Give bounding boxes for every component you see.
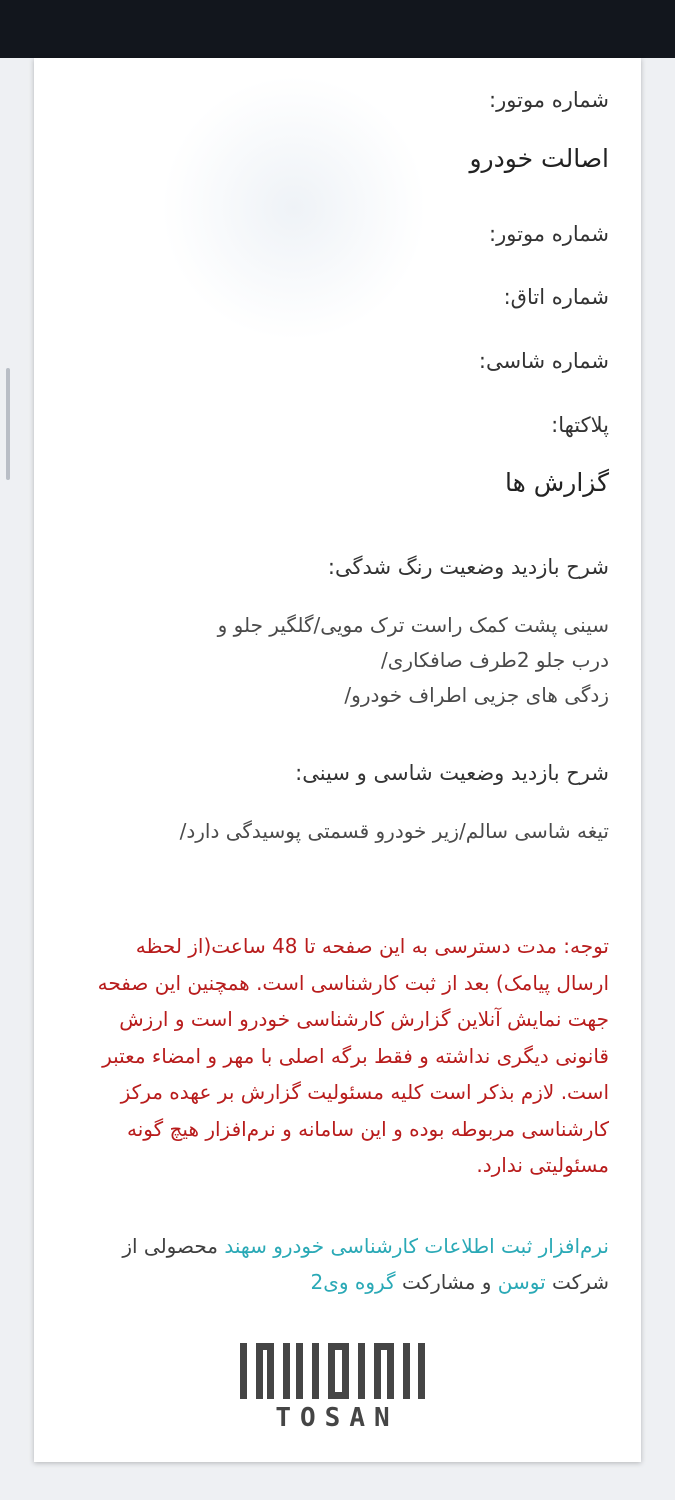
paint-line: درب جلو 2طرف صافکاری/ — [380, 648, 609, 672]
credit-partnership: و مشارکت — [395, 1270, 498, 1294]
tosan-link[interactable]: توسن — [497, 1270, 546, 1294]
access-warning: توجه: مدت دسترسی به این صفحه تا 48 ساعت(از لحظه ارسال پیامک) بعد از ثبت کارشناسی است. همچنین این صفحه جهت نمایش آنلاین گزارش کارشناسی خودرو است و ارزش قانونی دیگری نداشته و فقط برگه اصلی با مهر و امضاء معتبر است. لازم بذکر است کلیه مسئولیت گزارش بر عهده مرکز کارشناسی مربوطه بوده و این سامانه و نرم‌افزار هیچ گونه مسئولیتی ندارد. — [97, 934, 609, 1177]
watermark-image — [164, 78, 424, 338]
software-link[interactable]: نرم‌افزار ثبت اطلاعات کارشناسی خودرو سهند — [224, 1234, 609, 1258]
credit-text — [69, 1228, 609, 1300]
paint-line: سینی پشت کمک راست ترک مویی/گلگیر جلو و — [217, 613, 609, 637]
reports-heading: گزارش ها — [505, 468, 609, 497]
chassis-section-text: تیغه شاسی سالم/زیر خودرو قسمتی پوسیدگی دارد/ — [179, 819, 609, 843]
status-bar — [0, 0, 675, 58]
tosan-logo — [236, 1343, 438, 1427]
report-card — [34, 58, 641, 1462]
authenticity-heading: اصالت خودرو — [469, 144, 609, 173]
paint-section-title: شرح بازدید وضعیت رنگ شدگی: — [327, 555, 609, 579]
paint-line: زدگی های جزیی اطراف خودرو/ — [344, 683, 609, 707]
credit-product-of: محصولی از شرکت — [122, 1234, 609, 1294]
chassis-section-title: شرح بازدید وضعیت شاسی و سینی: — [295, 761, 609, 785]
v2-group-link[interactable]: گروه وی2 — [310, 1270, 396, 1294]
paint-section-text — [69, 608, 609, 713]
room-number-label: شماره اتاق: — [503, 285, 609, 309]
scroll-indicator[interactable] — [6, 368, 10, 480]
logo-wordmark: TOSAN — [275, 1403, 399, 1427]
engine-number-label-top: شماره موتور: — [489, 88, 609, 112]
chassis-number-label: شماره شاسی: — [478, 349, 609, 373]
plates-label: پلاکتها: — [551, 413, 609, 437]
engine-number-label: شماره موتور: — [489, 222, 609, 246]
